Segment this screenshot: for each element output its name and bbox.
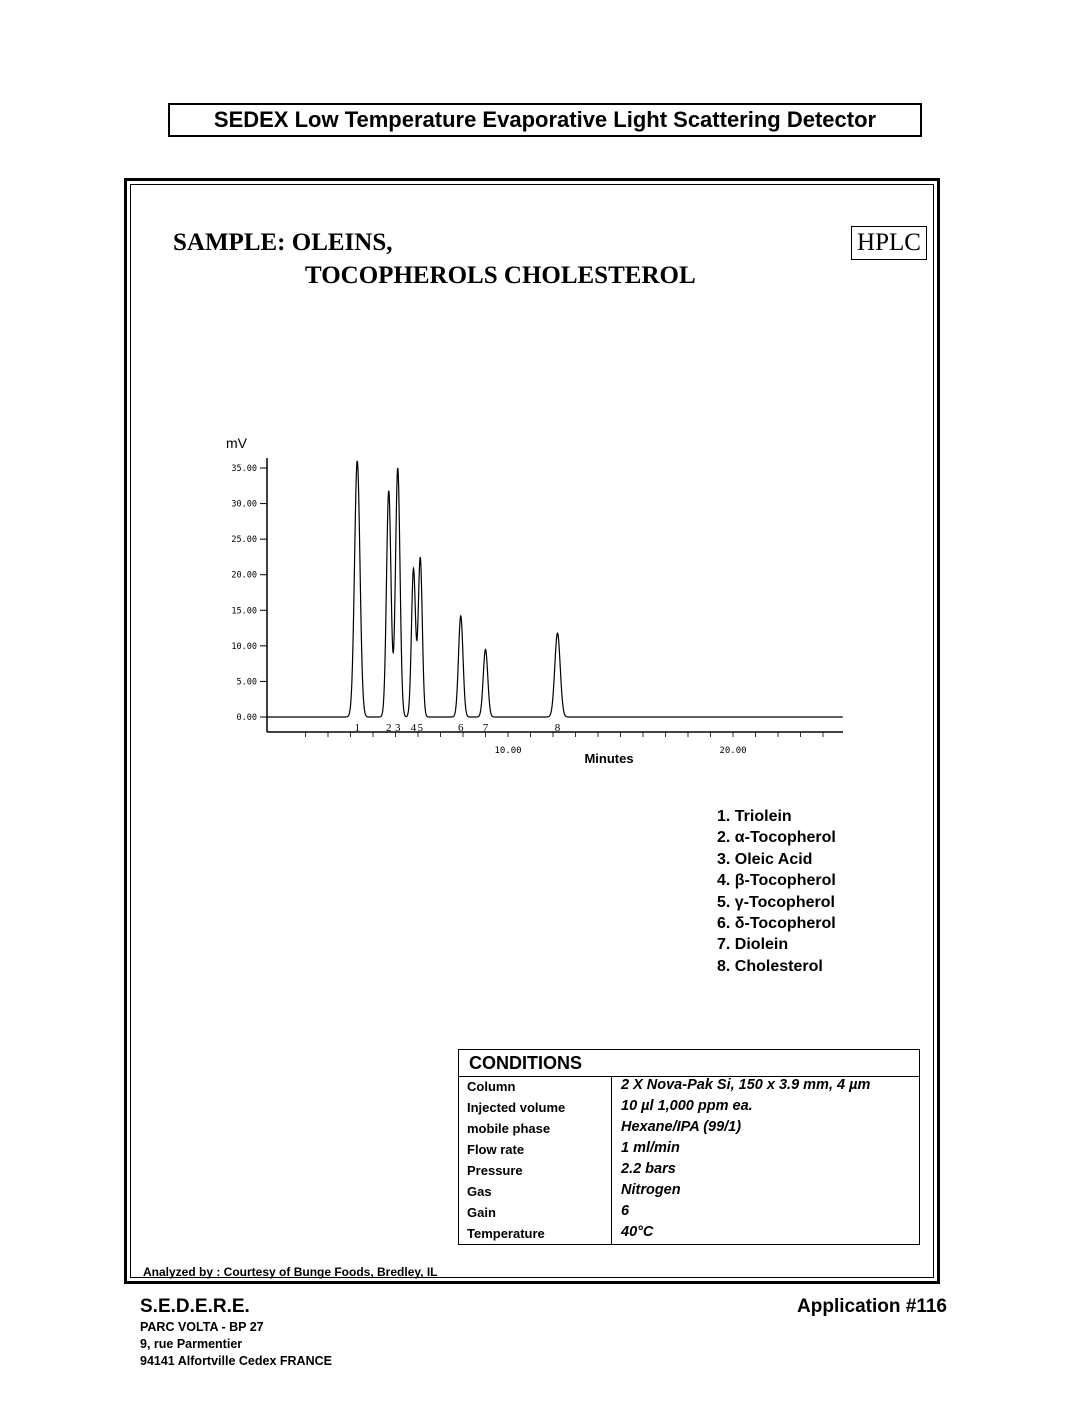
conditions-row bbox=[459, 1140, 919, 1161]
legend-item: 3. Oleic Acid bbox=[717, 850, 813, 868]
conditions-row bbox=[459, 1182, 919, 1203]
legend-item: 4. β-Tocopherol bbox=[717, 872, 836, 890]
y-tick-label: 35.00 bbox=[231, 464, 257, 474]
legend-item: 5. γ-Tocopherol bbox=[717, 893, 835, 911]
condition-value: 6 bbox=[621, 1203, 630, 1219]
condition-value: 10 µl 1,000 ppm ea. bbox=[621, 1098, 753, 1114]
address-line: 9, rue Parmentier bbox=[140, 1337, 243, 1351]
conditions-row bbox=[459, 1077, 919, 1098]
conditions-heading: CONDITIONS bbox=[459, 1050, 919, 1077]
page-header-title: SEDEX Low Temperature Evaporative Light Scattering Detector bbox=[168, 103, 922, 137]
condition-key: Gas bbox=[467, 1184, 492, 1199]
y-tick-label: 25.00 bbox=[231, 535, 257, 546]
legend-item: 2. α-Tocopherol bbox=[717, 829, 836, 847]
company-name: S.E.D.E.R.E. bbox=[140, 1296, 250, 1317]
condition-key: Column bbox=[467, 1079, 516, 1094]
y-tick-label: 30.00 bbox=[231, 499, 257, 510]
condition-value: 2.2 bars bbox=[621, 1161, 676, 1177]
y-axis-label: mV bbox=[226, 435, 247, 451]
x-tick-label: 20.00 bbox=[719, 746, 747, 756]
method-badge: HPLC bbox=[851, 226, 927, 260]
peak-label: 3 bbox=[395, 722, 401, 734]
y-tick-label: 10.00 bbox=[231, 641, 257, 652]
address-line: PARC VOLTA - BP 27 bbox=[140, 1320, 264, 1334]
condition-value: Nitrogen bbox=[621, 1182, 681, 1198]
y-tick-label: 5.00 bbox=[236, 677, 257, 688]
conditions-row bbox=[459, 1203, 919, 1224]
condition-key: Injected volume bbox=[467, 1100, 566, 1115]
y-tick-label: 0.00 bbox=[236, 713, 257, 723]
condition-key: Gain bbox=[467, 1205, 496, 1220]
peak-label: 5 bbox=[417, 722, 423, 734]
condition-key: Temperature bbox=[467, 1226, 545, 1241]
legend-item: 7. Diolein bbox=[717, 936, 789, 954]
peak-legend bbox=[717, 806, 836, 977]
peak-label: 7 bbox=[482, 722, 489, 734]
conditions-row bbox=[459, 1098, 919, 1119]
conditions-row bbox=[459, 1224, 919, 1245]
peak-label: 6 bbox=[458, 722, 464, 734]
conditions-table bbox=[458, 1049, 920, 1245]
x-axis-label: Minutes bbox=[584, 751, 634, 766]
condition-value: Hexane/IPA (99/1) bbox=[621, 1119, 742, 1135]
condition-key: Pressure bbox=[467, 1163, 523, 1178]
condition-value: 2 X Nova-Pak Si, 150 x 3.9 mm, 4 µm bbox=[621, 1077, 871, 1093]
condition-value: 1 ml/min bbox=[621, 1140, 680, 1156]
peak-label: 8 bbox=[554, 722, 561, 734]
peak-label: 4 bbox=[410, 722, 417, 734]
y-tick-label: 15.00 bbox=[231, 606, 257, 617]
application-number: Application #116 bbox=[797, 1296, 947, 1317]
legend-item: 8. Cholesterol bbox=[717, 957, 823, 975]
peak-label: 1 bbox=[354, 722, 360, 734]
conditions-row bbox=[459, 1119, 919, 1140]
sample-title-line2: TOCOPHEROLS CHOLESTEROL bbox=[305, 262, 696, 289]
address-line: 94141 Alfortville Cedex FRANCE bbox=[140, 1354, 332, 1368]
condition-key: Flow rate bbox=[467, 1142, 525, 1157]
condition-key: mobile phase bbox=[467, 1121, 551, 1136]
analyzed-by-note: Analyzed by : Courtesy of Bunge Foods, Bredley, IL bbox=[143, 1265, 438, 1279]
x-tick-label: 10.00 bbox=[494, 746, 522, 756]
legend-item: 1. Triolein bbox=[717, 808, 792, 825]
condition-value: 40°C bbox=[621, 1224, 654, 1240]
y-tick-label: 20.00 bbox=[231, 570, 257, 581]
peak-label: 2 bbox=[386, 722, 392, 734]
sample-title-line1: SAMPLE: OLEINS, bbox=[173, 229, 393, 256]
chromatogram-trace bbox=[267, 461, 843, 717]
legend-item: 6. δ-Tocopherol bbox=[717, 915, 836, 933]
conditions-row bbox=[459, 1161, 919, 1182]
